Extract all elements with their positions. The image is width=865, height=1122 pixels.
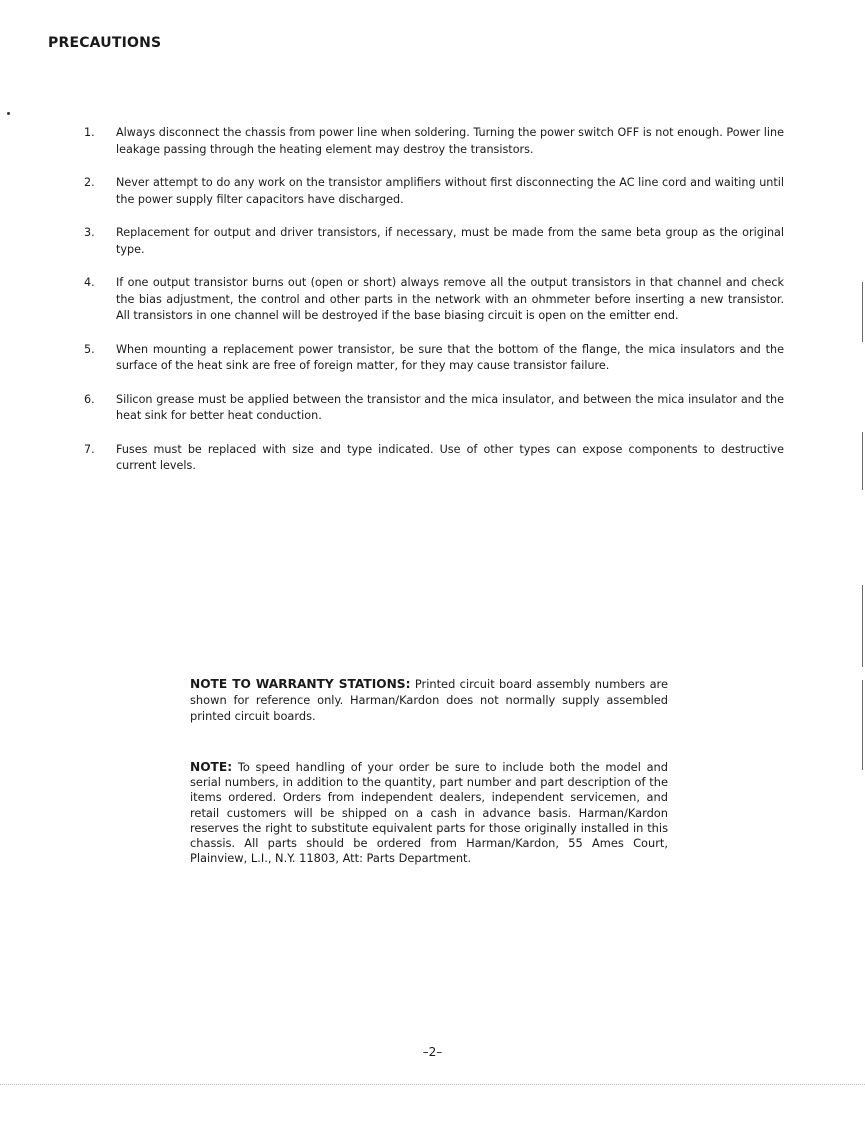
order-note-label: NOTE: xyxy=(190,760,233,774)
item-text: When mounting a replacement power transistor, be sure that the bottom of the flange, the mica insulators and the surface of the heat sink are free of foreign matter, for they may cause transistor failure. xyxy=(116,342,784,372)
order-note xyxy=(190,760,668,866)
scan-edge-line xyxy=(862,585,863,667)
list-item xyxy=(78,342,784,375)
item-text: Fuses must be replaced with size and type indicated. Use of other types can expose components to destructive current levels. xyxy=(116,442,784,472)
item-number: 2. xyxy=(84,176,95,189)
item-text: If one output transistor burns out (open or short) always remove all the output transistors in that channel and check the bias adjustment, the control and other parts in the network with an ohmmeter before inserting a new transistor. All transistors in one channel will be destroyed if the base biasing circuit is open on the emitter end. xyxy=(116,276,784,322)
list-item xyxy=(78,125,784,158)
item-number: 4. xyxy=(84,276,95,289)
warranty-note-text: Printed circuit board assembly numbers are shown for reference only. Harman/Kardon does not normally supply assembled printed circuit boards. xyxy=(190,677,668,723)
order-note-text: To speed handling of your order be sure to include both the model and serial numbers, in addition to the quantity, part number and part description of the items ordered. Orders from independent dealers, independent servicemen, and retail customers will be shipped on a cash in advance basis. Harman/Kardon reserves the right to substitute equivalent parts for those originally installed in this chassis. All parts should be ordered from Harman/Kardon, 55 Ames Court, Plainview, L.I., N.Y. 11803, Att: Parts Department. xyxy=(190,760,669,866)
item-text: Never attempt to do any work on the transistor amplifiers without first disconnecting the AC line cord and waiting until the power supply filter capacitors have discharged. xyxy=(116,176,784,206)
item-number: 7. xyxy=(84,442,95,456)
item-text: Always disconnect the chassis from power line when soldering. Turning the power switch OFF is not enough. Power line leakage passing through the heating element may destroy the transistors. xyxy=(116,126,784,156)
scan-edge-line xyxy=(862,680,863,770)
scan-edge-line xyxy=(862,432,863,490)
item-text: Silicon grease must be applied between the transistor and the mica insulator, and between the mica insulator and the heat sink for better heat conduction. xyxy=(116,392,784,422)
item-text: Replacement for output and driver transistors, if necessary, must be made from the same beta group as the original type. xyxy=(116,226,784,256)
page-title: PRECAUTIONS xyxy=(48,35,162,51)
list-item xyxy=(78,275,784,325)
scan-noise xyxy=(0,1084,865,1085)
list-item xyxy=(78,392,784,425)
list-item xyxy=(78,442,784,475)
item-number: 3. xyxy=(84,226,95,239)
list-item xyxy=(78,225,784,258)
scan-edge-line xyxy=(862,282,863,342)
scan-speck xyxy=(7,112,10,115)
item-number: 6. xyxy=(84,392,95,406)
item-number: 5. xyxy=(84,342,95,356)
warranty-note xyxy=(190,676,668,724)
list-item xyxy=(78,175,784,208)
item-number: 1. xyxy=(84,126,95,139)
warranty-note-label: NOTE TO WARRANTY STATIONS: xyxy=(190,677,411,691)
precautions-list xyxy=(78,125,784,492)
page-number: –2– xyxy=(422,1045,443,1059)
